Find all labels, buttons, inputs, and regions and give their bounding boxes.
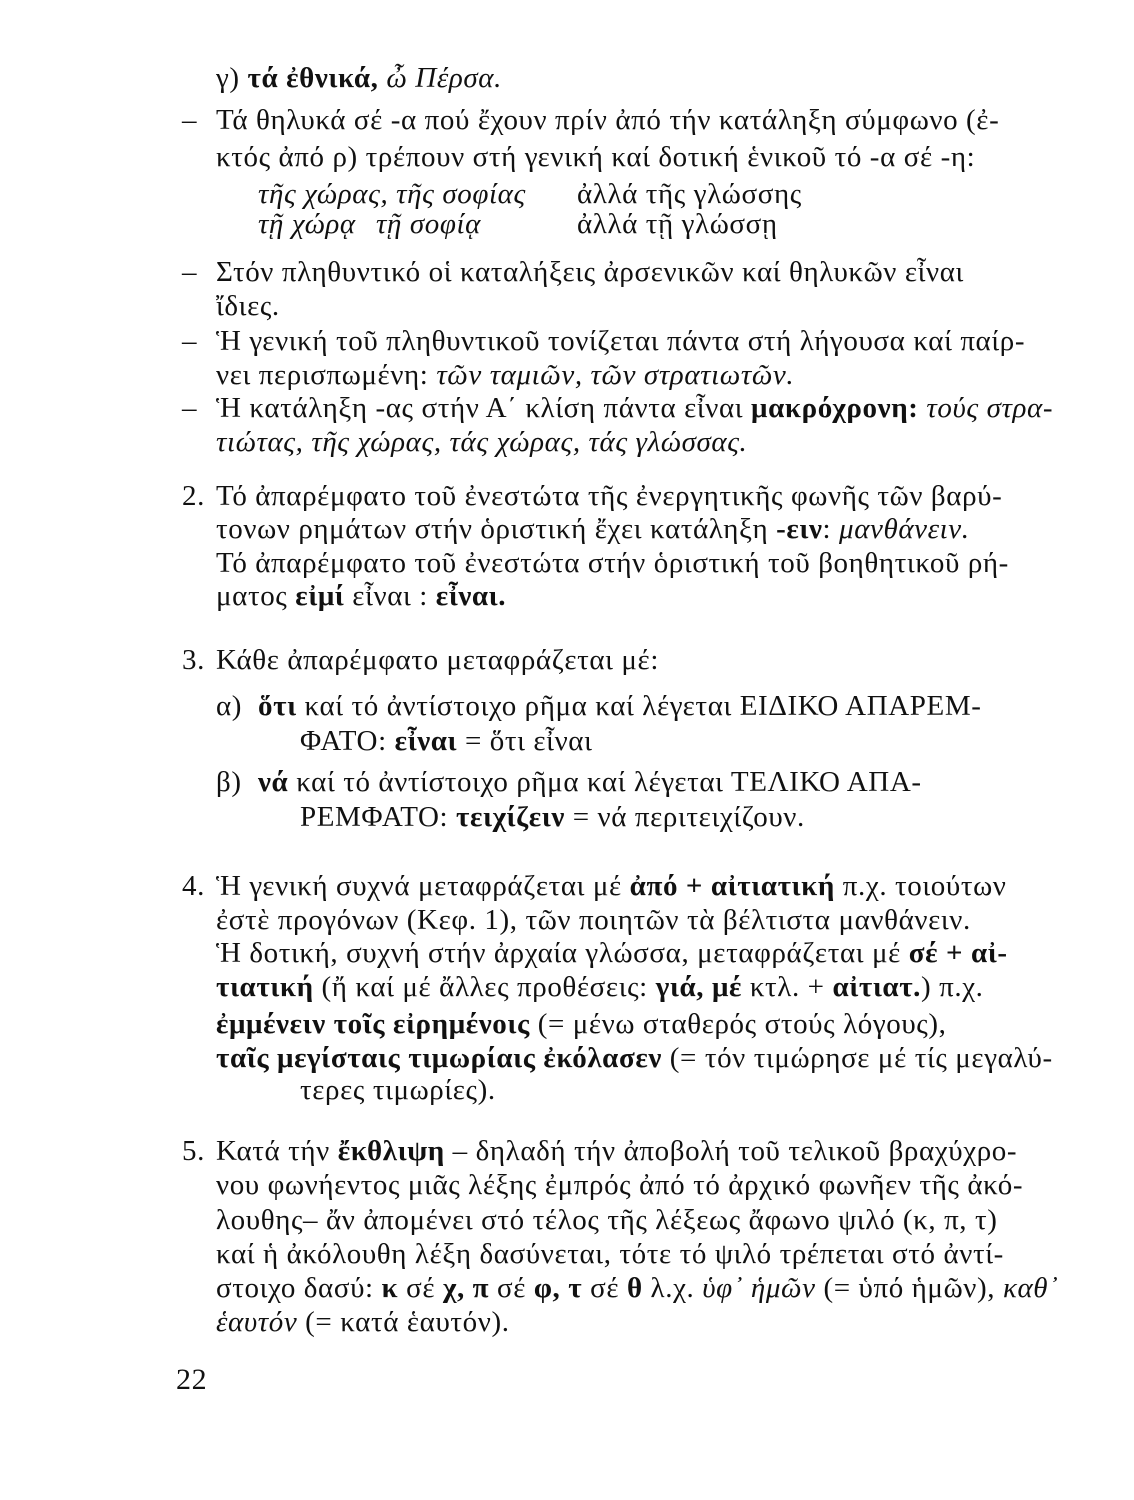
rule3-line2-text: νει περισπωμένη:	[216, 359, 437, 391]
section2-line3: Τό ἀπαρέμφατο τοῦ ἐνεστώτα στήν ὁριστική τοῦ βοηθητικοῦ ρή-	[216, 547, 1009, 579]
rule2-dash: –	[182, 256, 198, 288]
section2-line2-ending: -ειν	[776, 513, 823, 545]
section5-line6	[216, 1304, 510, 1340]
rule2-line1: Στόν πληθυντικό οἱ καταλήξεις ἀρσενικῶν καί θηλυκῶν εἶναι	[216, 256, 964, 288]
section5-line5-t5: λ.χ.	[642, 1272, 703, 1304]
section5-line1-text: Κατά τήν	[216, 1135, 338, 1167]
section5-line5	[216, 1270, 1058, 1306]
rule1-example2-mid: τῇ σοφίᾳ	[376, 208, 481, 240]
section4-line4-text3: ) π.χ.	[921, 971, 984, 1003]
section4-line2: ἐστὲ προγόνων (Κεφ. 1), τῶν ποιητῶν τὰ βέλτιστα μανθάνειν.	[216, 904, 971, 936]
section5-line1-rest: – δηλαδή τήν ἀποβολή τοῦ τελικοῦ βραχύχρο-	[444, 1135, 1018, 1167]
section3-b-line2-text: ΡΕΜΦΑΤΟ:	[300, 801, 457, 833]
section2-line4-mid: εἶναι :	[344, 580, 436, 612]
rule1-line2: κτός ἀπό ρ) τρέπουν στή γενική καί δοτική ἑνικοῦ τό -α σέ -η:	[216, 141, 976, 173]
gamma-italic-text: ὦ Πέρσα.	[378, 62, 502, 94]
section4-line4-bold2: γιά, μέ	[655, 971, 742, 1003]
section3-b-line1	[258, 764, 922, 800]
section4-line3-bold: σέ + αἰ-	[908, 937, 1008, 969]
section3-a-text: καί τό ἀντίστοιχο ρῆμα καί λέγεται ΕΙΔΙΚΟ ΑΠΑΡΕΜ-	[296, 690, 982, 722]
section5-line5-t3: σέ	[489, 1272, 534, 1304]
section2-number: 2.	[182, 480, 205, 512]
section2-line4-verb: εἰμί	[295, 580, 345, 612]
section2-line4	[216, 578, 506, 614]
section4-line6-bold: ταῖς μεγίσταις τιμωρίαις ἐκόλασεν	[216, 1042, 662, 1074]
rule3-line2-example: τῶν ταμιῶν, τῶν στρατιωτῶν.	[436, 359, 795, 391]
section4-line4-text2: κτλ. +	[741, 971, 833, 1003]
section5-line4: καί ἡ ἀκόλουθη λέξη δασύνεται, τότε τό ψιλό τρέπεται στό ἀντί-	[216, 1238, 1004, 1270]
rule4-line2: τιώτας, τῆς χώρας, τάς χώρας, τάς γλώσσας.	[216, 426, 748, 458]
section4-line1-bold: ἀπό + αἰτιατική	[629, 870, 835, 902]
section5-line5-t2: σέ	[398, 1272, 443, 1304]
section4-line1-text: Ἡ γενική συχνά μεταφράζεται μέ	[216, 870, 630, 902]
section4-line5-text: (= μένω σταθερός στούς λόγους),	[529, 1008, 947, 1040]
section4-line6	[216, 1040, 1053, 1076]
section5-line3: λουθης– ἄν ἀπομένει στό τέλος τῆς λέξεως ἄφωνο ψιλό (κ, π, τ)	[216, 1204, 998, 1236]
section4-line4-bold3: αἰτιατ.	[832, 971, 922, 1003]
section2-line2	[216, 511, 970, 547]
rule1-dash: –	[182, 104, 198, 136]
section3-a-line2-text: ΦΑΤΟ:	[300, 725, 395, 757]
section3-a-line2	[300, 723, 592, 759]
section5-line5-t4: σέ	[582, 1272, 627, 1304]
section4-line6-text: (= τόν τιμώρησε μέ τίς μεγαλύ-	[661, 1042, 1053, 1074]
rule4-line1-text: Ἡ κατάληξη -ας στήν Α΄ κλίση πάντα εἶναι	[216, 392, 752, 424]
section5-line1-bold: ἔκθλιψη	[337, 1135, 445, 1167]
section5-line5-example2: καθ᾽	[1002, 1272, 1059, 1304]
section3-a-line2-bold: εἶναι	[394, 725, 458, 757]
section4-line5	[216, 1006, 947, 1042]
gamma-line	[216, 60, 502, 96]
section3-a-line1	[258, 688, 981, 724]
section2-line2-example: μανθάνειν.	[839, 513, 970, 545]
section2-line4-text: ματος	[216, 580, 296, 612]
rule4-dash: –	[182, 392, 198, 424]
rule3-line1: Ἡ γενική τοῦ πληθυντικοῦ τονίζεται πάντα στή λήγουσα καί παίρ-	[216, 325, 1026, 357]
section4-line4-text1: (ἤ καί μέ ἄλλες προθέσεις:	[313, 971, 656, 1003]
section3-intro: Κάθε ἀπαρέμφατο μεταφράζεται μέ:	[216, 644, 659, 676]
rule2-line2: ἴδιες.	[216, 290, 280, 322]
rule4-line1-example: τούς στρα-	[918, 392, 1054, 424]
section2-line2-text: τονων ρημάτων στήν ὁριστική ἔχει κατάληξη	[216, 513, 777, 545]
section2-line2-colon: :	[822, 513, 840, 545]
section3-a-bold: ὅτι	[258, 690, 297, 722]
rule3-dash: –	[182, 325, 198, 357]
page-number: 22	[176, 1363, 208, 1396]
section5-line5-t1: στοιχο δασύ:	[216, 1272, 382, 1304]
section5-line5-b2: χ, π	[442, 1272, 490, 1304]
section3-b-line2-rest: = νά περιτειχίζουν.	[564, 801, 805, 833]
section3-b-text: καί τό ἀντίστοιχο ρῆμα καί λέγεται ΤΕΛΙΚΟ ΑΠΑ-	[288, 766, 922, 798]
section5-line5-example1: ὑφ᾽ ἡμῶν	[702, 1272, 816, 1304]
section4-line1	[216, 868, 1007, 904]
section3-b-line2-bold: τειχίζειν	[456, 801, 565, 833]
section4-number: 4.	[182, 870, 205, 902]
rule1-example1-right: ἀλλά τῆς γλώσσης	[577, 178, 802, 210]
section5-line5-t6: (= ὑπό ἡμῶν),	[815, 1272, 1003, 1304]
gamma-bold-text: τά ἐθνικά,	[247, 62, 379, 94]
section5-line6-example: ἑαυτόν	[216, 1306, 298, 1338]
section3-a-label: α)	[216, 690, 243, 722]
section3-number: 3.	[182, 644, 205, 676]
section4-line4-bold1: τιατική	[216, 971, 314, 1003]
section4-line5-bold: ἐμμένειν τοῖς εἰρημένοις	[216, 1008, 530, 1040]
section5-line5-b1: κ	[381, 1272, 399, 1304]
section4-line3-text: Ἡ δοτική, συχνή στήν ἀρχαία γλώσσα, μεταφράζεται μέ	[216, 937, 909, 969]
section3-b-label: β)	[216, 766, 242, 798]
section4-line4	[216, 969, 984, 1005]
section5-line5-b4: θ	[626, 1272, 643, 1304]
section2-line1: Τό ἀπαρέμφατο τοῦ ἐνεστώτα τῆς ἐνεργητικῆς φωνῆς τῶν βαρύ-	[216, 480, 1003, 512]
section5-line6-text: (= κατά ἑαυτόν).	[297, 1306, 510, 1338]
section4-line7: τερες τιμωρίες).	[300, 1074, 496, 1106]
rule1-example1-left: τῆς χώρας, τῆς σοφίας	[258, 178, 526, 210]
gamma-label: γ)	[216, 62, 248, 94]
section5-line5-b3: φ, τ	[533, 1272, 583, 1304]
section3-b-line2	[300, 799, 805, 835]
section5-line2: νου φωνήεντος μιᾶς λέξης ἐμπρός ἀπό τό ἀρχικό φωνῆεν τῆς ἀκό-	[216, 1169, 1024, 1201]
rule3-line2	[216, 357, 794, 393]
section3-a-line2-rest: = ὅτι εἶναι	[457, 725, 593, 757]
rule1-example2-right: ἀλλά τῇ γλώσσῃ	[577, 208, 778, 240]
section4-line1-rest: π.χ. τοιούτων	[834, 870, 1007, 902]
section3-b-bold: νά	[258, 766, 289, 798]
rule4-line1-bold: μακρόχρονη:	[751, 392, 919, 424]
section4-line3	[216, 935, 1008, 971]
section5-line1	[216, 1133, 1017, 1169]
section2-line4-infinitive: εἶναι.	[435, 580, 507, 612]
rule4-line1	[216, 390, 1053, 426]
section5-number: 5.	[182, 1135, 205, 1167]
rule1-example2-left: τῇ χώρᾳ	[258, 208, 356, 240]
rule1-line1: Τά θηλυκά σέ -α πού ἔχουν πρίν ἀπό τήν κατάληξη σύμφωνο (ἐ-	[216, 104, 1000, 136]
